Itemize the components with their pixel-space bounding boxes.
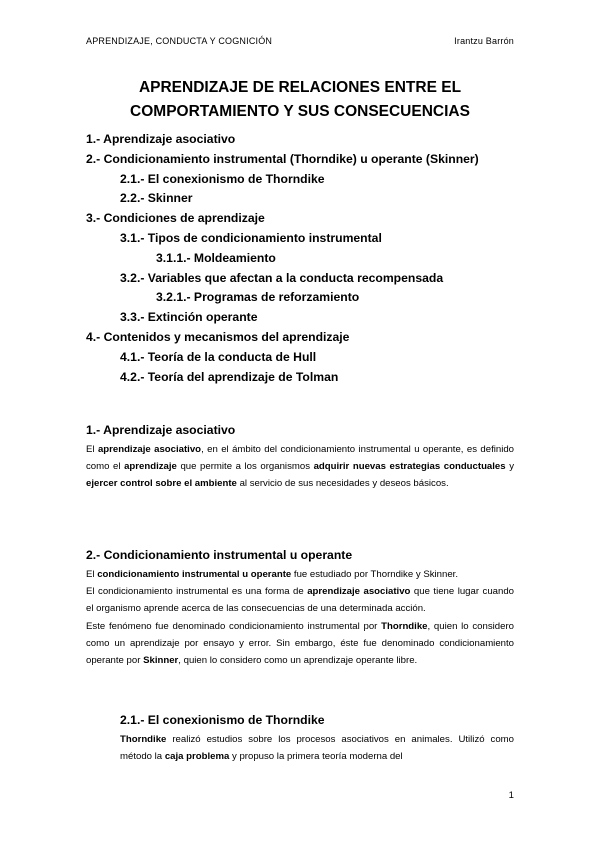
toc-item: 3.2.1.- Programas de reforzamiento bbox=[156, 290, 360, 305]
subsection-heading: 2.1.- El conexionismo de Thorndike bbox=[120, 713, 325, 727]
running-header-left: APRENDIZAJE, CONDUCTA Y COGNICIÓN bbox=[86, 36, 273, 46]
text-run: El bbox=[86, 569, 98, 580]
text-run: al servicio de sus necesidades y deseos básicos. bbox=[236, 478, 449, 490]
text-run: Este fenómeno fue denominado condicionamiento instrumental por bbox=[86, 620, 382, 632]
bold-term: condicionamiento instrumental u operante bbox=[97, 569, 292, 580]
section-heading: 2.- Condicionamiento instrumental u operante bbox=[86, 548, 353, 562]
text-run: y propuso la primera teoría moderna del bbox=[229, 751, 403, 763]
toc-item: 3.3.- Extinción operante bbox=[120, 310, 258, 325]
text-run: fue estudiado por Thorndike y Skinner. bbox=[291, 569, 458, 580]
section-paragraph bbox=[86, 566, 514, 583]
section-paragraph bbox=[86, 441, 514, 493]
toc-item: 4.1.- Teoría de la conducta de Hull bbox=[120, 349, 317, 364]
bold-term: Skinner bbox=[143, 655, 179, 667]
text-run: realizó estudios sobre los procesos asociativos en animales. Utilizó como método la bbox=[120, 734, 514, 763]
text-run: que tiene lugar cuando el organismo aprende acerca de las consecuencias de una determinada acción. bbox=[86, 586, 514, 615]
document-title bbox=[60, 76, 540, 124]
text-run: que permite a los organismos bbox=[176, 461, 314, 473]
toc-item: 3.1.- Tipos de condicionamiento instrumental bbox=[120, 230, 382, 245]
text-run: , quien lo considero como un aprendizaje por ensayo y error. Sin embargo, éste fue denominado condicionamiento operante por bbox=[86, 620, 514, 667]
bold-term: Thorndike bbox=[381, 620, 428, 632]
toc-item: 3.- Condiciones de aprendizaje bbox=[86, 211, 265, 226]
toc-item: 3.2.- Variables que afectan a la conducta recompensada bbox=[120, 270, 444, 285]
text-run: , quien lo considero como un aprendizaje operante libre. bbox=[178, 655, 418, 667]
bold-term: Thorndike bbox=[120, 734, 167, 745]
table-of-contents bbox=[86, 130, 479, 387]
section-paragraph bbox=[86, 583, 514, 617]
bold-term: aprendizaje asociativo bbox=[97, 444, 202, 455]
bold-term: aprendizaje bbox=[124, 461, 177, 473]
toc-item: 2.1.- El conexionismo de Thorndike bbox=[120, 171, 325, 186]
section-paragraph bbox=[120, 731, 514, 765]
bold-term: caja problema bbox=[164, 751, 230, 763]
title-line-2: COMPORTAMIENTO Y SUS CONSECUENCIAS bbox=[130, 103, 470, 120]
toc-item: 2.- Condicionamiento instrumental (Thorndike) u operante (Skinner) bbox=[86, 151, 479, 166]
text-run: El condicionamiento instrumental es una forma de bbox=[86, 586, 308, 598]
subsection-conexionismo-thorndike bbox=[120, 711, 514, 765]
running-header-right: Irantzu Barrón bbox=[454, 36, 514, 46]
title-line-1: APRENDIZAJE DE RELACIONES ENTRE EL bbox=[138, 79, 462, 96]
text-run: y bbox=[505, 461, 514, 473]
section-aprendizaje-asociativo bbox=[86, 421, 514, 493]
toc-item: 4.- Contenidos y mecanismos del aprendizaje bbox=[86, 329, 350, 344]
text-run: , en el ámbito del condicionamiento instrumental u operante, es definido como el bbox=[86, 444, 515, 473]
toc-item: 3.1.1.- Moldeamiento bbox=[156, 250, 276, 265]
toc-item: 4.2.- Teoría del aprendizaje de Tolman bbox=[120, 369, 339, 384]
toc-item: 2.2.- Skinner bbox=[120, 191, 193, 206]
section-condicionamiento-instrumental bbox=[86, 546, 514, 669]
section-paragraph bbox=[86, 618, 514, 670]
text-run: El bbox=[86, 444, 98, 455]
page-number: 1 bbox=[508, 790, 514, 801]
bold-term: aprendizaje asociativo bbox=[307, 586, 411, 598]
toc-item: 1.- Aprendizaje asociativo bbox=[86, 132, 236, 146]
bold-term: adquirir nuevas estrategias conductuales bbox=[313, 461, 506, 473]
section-heading: 1.- Aprendizaje asociativo bbox=[86, 423, 236, 437]
bold-term: ejercer control sobre el ambiente bbox=[86, 478, 237, 490]
